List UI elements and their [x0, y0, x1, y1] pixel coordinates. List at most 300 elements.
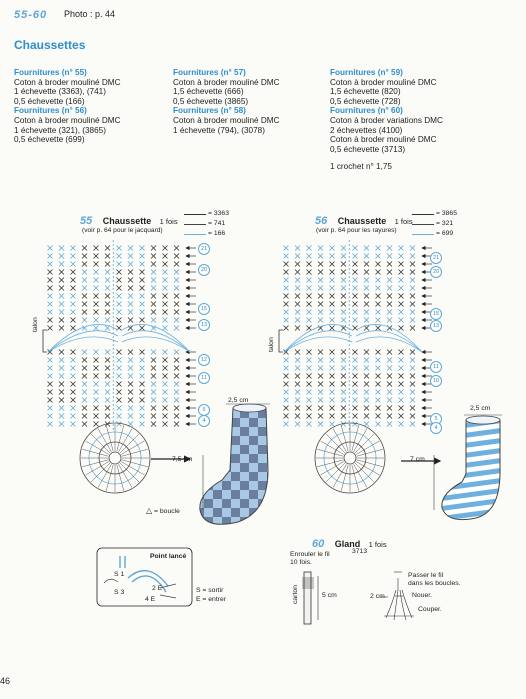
stitch-x [353, 278, 358, 283]
stitch-x [82, 398, 87, 403]
stitch-x [284, 262, 289, 267]
stitch-x [117, 318, 122, 323]
stitch-x [410, 366, 415, 371]
stitch-x [376, 286, 381, 291]
stitch-x [128, 382, 133, 387]
stitch-x [174, 382, 179, 387]
boucle-legend: △ = boucle [146, 506, 180, 515]
stitch-x [341, 414, 346, 419]
stitch-x [82, 382, 87, 387]
stitch-x [376, 302, 381, 307]
stitch-x [341, 382, 346, 387]
stitch-x [295, 382, 300, 387]
stitch-x [376, 422, 381, 427]
left-dim-side: 7,5 cm [172, 456, 193, 463]
stitch-x [94, 278, 99, 283]
stitch-x [59, 406, 64, 411]
stitch-x [318, 286, 323, 291]
stitch-x [376, 382, 381, 387]
stitch-x [105, 398, 110, 403]
stitch-x [399, 414, 404, 419]
stitch-x [174, 422, 179, 427]
stitch-x [387, 278, 392, 283]
stitch-x [82, 318, 87, 323]
stitch-x [174, 270, 179, 275]
left-section-title: Chaussette [102, 216, 152, 226]
stitch-x [59, 310, 64, 315]
supply-line: 1,5 échevette (666) [173, 87, 244, 97]
stitch-x [307, 398, 312, 403]
stitch-x [117, 286, 122, 291]
stitch-x [117, 358, 122, 363]
point-lance-legend: S = sortir E = entrer [196, 587, 227, 603]
stitch-x [330, 358, 335, 363]
stitch-x [48, 326, 53, 331]
stitch-x [163, 262, 168, 267]
stitch-x [364, 398, 369, 403]
stitch-x [140, 374, 145, 379]
stitch-x [71, 246, 76, 251]
stitch-x [295, 246, 300, 251]
stitch-x [48, 398, 53, 403]
stitch-x [353, 310, 358, 315]
stitch-x [105, 262, 110, 267]
stitch-x [71, 310, 76, 315]
supply-line: 0,5 échevette (3865) [173, 96, 249, 106]
stitch-x [410, 310, 415, 315]
stitch-x [364, 278, 369, 283]
stitch-x [128, 302, 133, 307]
stitch-x [151, 286, 156, 291]
stitch-x [284, 246, 289, 251]
stitch-x [174, 366, 179, 371]
stitch-x [353, 350, 358, 355]
stitch-x [174, 390, 179, 395]
stitch-x [341, 294, 346, 299]
stitch-x [364, 374, 369, 379]
page-number: 46 [0, 676, 11, 686]
stitch-x [82, 254, 87, 259]
stitch-x [330, 310, 335, 315]
stitch-x [307, 414, 312, 419]
stitch-x [295, 310, 300, 315]
stitch-x [410, 270, 415, 275]
stitch-x [117, 350, 122, 355]
stitch-x [330, 270, 335, 275]
stitch-x [174, 326, 179, 331]
stitch-x [71, 366, 76, 371]
stitch-x [399, 366, 404, 371]
stitch-x [48, 366, 53, 371]
stitch-x [353, 318, 358, 323]
stitch-x [105, 350, 110, 355]
stitch-x [151, 350, 156, 355]
stitch-x [128, 414, 133, 419]
row-number-badge: 15 [430, 308, 442, 320]
stitch-x [399, 302, 404, 307]
stitch-x [295, 398, 300, 403]
supply-line: Coton à broder mouliné DMC [14, 115, 121, 125]
stitch-x [376, 390, 381, 395]
section-number: 55-60 [14, 9, 48, 21]
stitch-x [140, 358, 145, 363]
stitch-x [364, 254, 369, 259]
stitch-x [295, 278, 300, 283]
stitch-x [59, 358, 64, 363]
stitch-x [48, 390, 53, 395]
stitch-x [48, 422, 53, 427]
row-number-badge: 15 [198, 303, 210, 315]
stitch-x [117, 270, 122, 275]
stitch-x [117, 398, 122, 403]
stitch-x [318, 278, 323, 283]
stitch-x [399, 246, 404, 251]
stitch-x [174, 350, 179, 355]
gland-nouer: Nouer. [412, 592, 433, 599]
stitch-x [295, 286, 300, 291]
stitch-x [105, 286, 110, 291]
stitch-x [410, 382, 415, 387]
stitch-x [59, 318, 64, 323]
stitch-x [364, 366, 369, 371]
stitch-x [284, 366, 289, 371]
stitch-x [399, 398, 404, 403]
right-section-title: Chaussette [337, 216, 387, 226]
stitch-x [399, 310, 404, 315]
stitch-x [284, 414, 289, 419]
stitch-x [94, 422, 99, 427]
stitch-x [307, 310, 312, 315]
stitch-x [163, 374, 168, 379]
stitch-x [82, 286, 87, 291]
supply-line: 0,5 échevette (699) [14, 135, 85, 145]
stitch-x [174, 414, 179, 419]
stitch-x [330, 262, 335, 267]
stitch-x [399, 406, 404, 411]
stitch-x [105, 390, 110, 395]
stitch-x [71, 326, 76, 331]
stitch-x [59, 278, 64, 283]
stitch-x [295, 254, 300, 259]
stitch-x [128, 406, 133, 411]
stitch-x [94, 350, 99, 355]
stitch-x [71, 286, 76, 291]
stitch-x [82, 414, 87, 419]
stitch-x [151, 366, 156, 371]
stitch-x [410, 254, 415, 259]
stitch-x [387, 390, 392, 395]
stitch-x [410, 350, 415, 355]
stitch-x [151, 414, 156, 419]
row-number-badge: 5 [430, 413, 442, 425]
supply-line: 2 échevettes (4100) [330, 125, 403, 135]
stitch-x [140, 382, 145, 387]
stitch-x [364, 358, 369, 363]
supply-line: 0,5 échevette (166) [14, 96, 85, 106]
stitch-x [140, 406, 145, 411]
stitch-x [376, 310, 381, 315]
stitch-x [353, 286, 358, 291]
stitch-x [307, 390, 312, 395]
gland-color: 3713 [352, 548, 368, 555]
stitch-x [59, 390, 64, 395]
stitch-x [151, 390, 156, 395]
stitch-x [330, 414, 335, 419]
stitch-x [59, 326, 64, 331]
supply-line: Coton à broder mouliné DMC [14, 77, 121, 87]
stitch-x [94, 366, 99, 371]
stitch-x [82, 262, 87, 267]
stitch-x [284, 406, 289, 411]
stitch-x [174, 310, 179, 315]
gland-passer: Passer le fil dans les boucles. [408, 572, 461, 587]
stitch-x [295, 366, 300, 371]
stitch-x [151, 406, 156, 411]
stitch-x [94, 382, 99, 387]
stitch-x [128, 398, 133, 403]
supply-line: Coton à broder mouliné DMC [330, 135, 437, 145]
stitch-x [318, 262, 323, 267]
stitch-x [399, 390, 404, 395]
stitch-x [284, 310, 289, 315]
stitch-x [105, 278, 110, 283]
supply-line: Fournitures (n° 59) [330, 68, 403, 77]
stitch-x [82, 390, 87, 395]
stitch-x [128, 254, 133, 259]
stitch-x [387, 382, 392, 387]
stitch-x [284, 278, 289, 283]
stitch-x [117, 294, 122, 299]
stitch-x [330, 398, 335, 403]
stitch-x [341, 374, 346, 379]
left-talon-label: talon [32, 317, 39, 332]
supply-line: Fournitures (n° 60) [330, 106, 403, 116]
stitch-x [94, 318, 99, 323]
stitch-x [71, 358, 76, 363]
stitch-x [318, 270, 323, 275]
stitch-x [163, 302, 168, 307]
stitch-x [307, 262, 312, 267]
stitch-x [284, 270, 289, 275]
right-section-fois: 1 fois [394, 217, 413, 226]
stitch-x [364, 246, 369, 251]
stitch-x [410, 302, 415, 307]
stitch-x [128, 390, 133, 395]
stitch-x [151, 382, 156, 387]
stitch-x [330, 326, 335, 331]
stitch-x [295, 326, 300, 331]
stitch-x [318, 310, 323, 315]
stitch-x [341, 246, 346, 251]
stitch-x [410, 374, 415, 379]
stitch-x [295, 262, 300, 267]
stitch-x [295, 414, 300, 419]
supply-line: Coton à broder variations DMC [330, 115, 443, 125]
stitch-x [341, 270, 346, 275]
stitch-x [105, 406, 110, 411]
stitch-x [341, 262, 346, 267]
stitch-x [151, 270, 156, 275]
stitch-x [82, 422, 87, 427]
stitch-x [387, 350, 392, 355]
supply-line: 0,5 échevette (3713) [330, 144, 406, 154]
stitch-x [353, 398, 358, 403]
page-title: Chaussettes [14, 38, 86, 52]
stitch-x [128, 246, 133, 251]
stitch-x [341, 358, 346, 363]
stitch-x [284, 374, 289, 379]
stitch-x [48, 318, 53, 323]
stitch-x [341, 318, 346, 323]
stitch-x [94, 302, 99, 307]
right-section-number: 56 [315, 215, 328, 227]
stitch-x [341, 286, 346, 291]
left-section-fois: 1 fois [159, 217, 178, 226]
stitch-x [318, 350, 323, 355]
stitch-x [140, 270, 145, 275]
stitch-x [410, 278, 415, 283]
stitch-x [151, 302, 156, 307]
stitch-x [307, 286, 312, 291]
stitch-x [140, 302, 145, 307]
row-number-badge: 11 [198, 372, 210, 384]
stitch-x [163, 310, 168, 315]
stitch-x [376, 326, 381, 331]
stitch-x [71, 414, 76, 419]
stitch-x [163, 366, 168, 371]
stitch-x [48, 246, 53, 251]
pl-label-s3: S 3 [114, 589, 125, 596]
stitch-x [330, 366, 335, 371]
stitch-x [307, 318, 312, 323]
stitch-x [82, 406, 87, 411]
stitch-x [59, 270, 64, 275]
right-talon-label: talon [268, 337, 275, 352]
gland-header: 60 Gland 1 fois [312, 538, 387, 550]
stitch-x [128, 366, 133, 371]
stitch-x [295, 318, 300, 323]
stitch-x [140, 246, 145, 251]
stitch-x [105, 294, 110, 299]
photo-ref: Photo : p. 44 [64, 9, 116, 19]
stitch-x [140, 326, 145, 331]
stitch-x [410, 414, 415, 419]
stitch-x [341, 278, 346, 283]
stitch-x [284, 422, 289, 427]
stitch-x [151, 398, 156, 403]
stitch-x [48, 302, 53, 307]
stitch-x [163, 406, 168, 411]
stitch-x [307, 278, 312, 283]
stitch-x [105, 302, 110, 307]
stitch-x [94, 374, 99, 379]
stitch-x [387, 398, 392, 403]
stitch-x [318, 358, 323, 363]
row-number-badge: 21 [198, 243, 210, 255]
stitch-x [163, 270, 168, 275]
stitch-x [128, 278, 133, 283]
right-dim-top: 2,5 cm [470, 405, 491, 412]
stitch-x [71, 262, 76, 267]
supply-line: 1,5 échevette (820) [330, 87, 401, 97]
stitch-x [387, 414, 392, 419]
stitch-x [163, 422, 168, 427]
stitch-x [48, 254, 53, 259]
right-crochet-chart [284, 240, 433, 432]
stitch-x [105, 318, 110, 323]
stitch-x [105, 310, 110, 315]
stitch-x [71, 294, 76, 299]
stitch-x [307, 358, 312, 363]
stitch-x [387, 318, 392, 323]
stitch-x [399, 286, 404, 291]
stitch-x [71, 318, 76, 323]
stitch-x [59, 382, 64, 387]
stitch-x [353, 294, 358, 299]
stitch-x [376, 318, 381, 323]
stitch-x [59, 254, 64, 259]
stitch-x [128, 262, 133, 267]
stitch-x [140, 366, 145, 371]
stitch-x [353, 366, 358, 371]
stitch-x [330, 254, 335, 259]
stitch-x [410, 358, 415, 363]
stitch-x [151, 374, 156, 379]
stitch-x [410, 294, 415, 299]
stitch-x [376, 398, 381, 403]
stitch-x [376, 406, 381, 411]
stitch-x [399, 278, 404, 283]
stitch-x [82, 302, 87, 307]
stitch-x [341, 302, 346, 307]
stitch-x [71, 374, 76, 379]
stitch-x [71, 350, 76, 355]
row-number-badge: 13 [430, 320, 442, 332]
stitch-x [117, 302, 122, 307]
left-section-number: 55 [80, 215, 93, 227]
stitch-x [140, 286, 145, 291]
stitch-x [151, 278, 156, 283]
stitch-x [174, 262, 179, 267]
stitch-x [117, 382, 122, 387]
stitch-x [353, 374, 358, 379]
stitch-x [71, 278, 76, 283]
stitch-x [330, 390, 335, 395]
stitch-x [105, 358, 110, 363]
right-sock-drawing [430, 408, 520, 550]
stitch-x [330, 286, 335, 291]
stitch-x [353, 414, 358, 419]
stitch-x [330, 350, 335, 355]
stitch-x [307, 294, 312, 299]
stitch-x [48, 358, 53, 363]
stitch-x [387, 286, 392, 291]
stitch-x [71, 302, 76, 307]
stitch-x [174, 318, 179, 323]
stitch-x [307, 270, 312, 275]
stitch-x [318, 422, 323, 427]
stitch-x [59, 366, 64, 371]
stitch-x [330, 422, 335, 427]
stitch-x [59, 350, 64, 355]
stitch-x [387, 270, 392, 275]
stitch-x [94, 310, 99, 315]
right-toe-circle [315, 423, 385, 493]
stitch-x [376, 278, 381, 283]
stitch-x [341, 310, 346, 315]
stitch-x [399, 262, 404, 267]
stitch-x [307, 326, 312, 331]
